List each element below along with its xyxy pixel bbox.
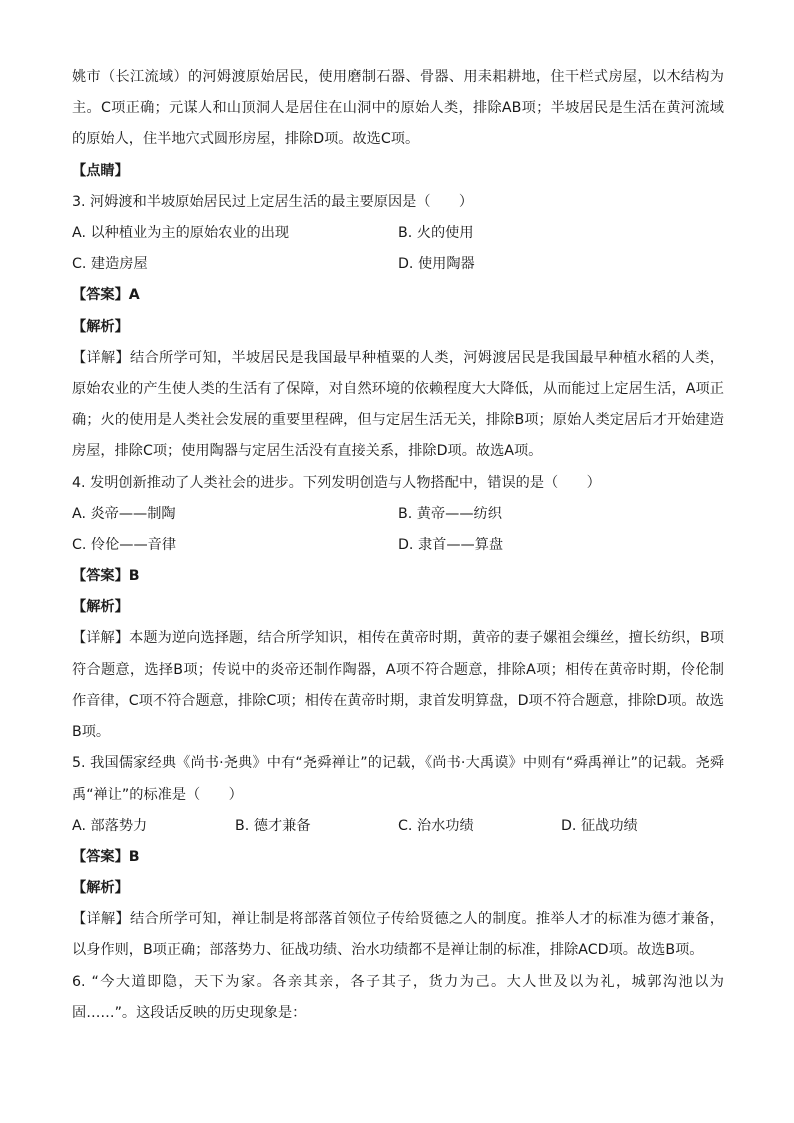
option-a: A. 以种植业为主的原始农业的出现 <box>72 224 290 241</box>
question-4-options-row-2 <box>72 530 724 561</box>
option-a: A. 炎帝——制陶 <box>72 505 176 522</box>
question-3-stem: 3. 河姆渡和半坡原始居民过上定居生活的最主要原因是（ ） <box>72 193 474 210</box>
question-3-options-row-1 <box>72 218 724 249</box>
option-a: A. 部落势力 <box>72 817 148 834</box>
document-page <box>72 62 724 1029</box>
option-d: D. 征战功绩 <box>561 817 638 834</box>
question-3-analysis-label: 【解析】 <box>72 318 129 335</box>
question-4-options-row-1 <box>72 499 724 530</box>
option-b: B. 黄帝——纺织 <box>398 505 502 522</box>
q2-explanation-continued: 姚市（长江流域）的河姆渡原始居民，使用磨制石器、骨器、用耒耜耕地，住干栏式房屋，以木结构为主。C项正确；元谋人和山顶洞人是居住在山洞中的原始人类，排除AB项；半坡居民是生活在黄河流域的原始人，住半地穴式圆形房屋，排除D项。故选C项。 <box>72 69 724 148</box>
question-3-answer: 【答案】A <box>72 287 140 304</box>
option-b: B. 火的使用 <box>398 224 474 241</box>
option-c: C. 治水功绩 <box>398 817 474 834</box>
question-4-explanation: 【详解】本题为逆向选择题，结合所学知识，相传在黄帝时期，黄帝的妻子嫘祖会缫丝，擅长纺织，B项符合题意，选择B项；传说中的炎帝还制作陶器，A项不符合题意，排除A项；相传在黄帝时期，伶伦制作音律，C项不符合题意，排除C项；相传在黄帝时期，隶首发明算盘，D项不符合题意，排除D项。故选B项。 <box>72 630 724 741</box>
option-c: C. 建造房屋 <box>72 256 148 273</box>
question-4-answer: 【答案】B <box>72 568 140 585</box>
option-b: B. 德才兼备 <box>235 817 311 834</box>
question-5-analysis-label: 【解析】 <box>72 880 129 897</box>
option-d: D. 使用陶器 <box>398 256 475 273</box>
question-5-explanation: 【详解】结合所学可知，禅让制是将部落首领位子传给贤德之人的制度。推举人才的标准为德才兼备，以身作则，B项正确；部落势力、征战功绩、治水功绩都不是禅让制的标准，排除ACD项。故选B项。 <box>72 911 724 959</box>
question-3-explanation: 【详解】结合所学可知，半坡居民是我国最早种植粟的人类，河姆渡居民是我国最早种植水稻的人类，原始农业的产生使人类的生活有了保障，对自然环境的依赖程度大大降低，从而能过上定居生活，A项正确；火的使用是人类社会发展的重要里程碑，但与定居生活无关，排除B项；原始人类定居后才开始建造房屋，排除C项；使用陶器与定居生活没有直接关系，排除D项。故选A项。 <box>72 349 724 460</box>
dianjing-label: 【点睛】 <box>72 162 129 179</box>
question-4-stem: 4. 发明创新推动了人类社会的进步。下列发明创造与人物搭配中，错误的是（ ） <box>72 474 601 491</box>
question-6-stem: 6. “今大道即隐，天下为家。各亲其亲，各子其子，货力为己。大人世及以为礼，城郭沟池以为固……”。这段话反映的历史现象是： <box>72 973 724 1021</box>
option-d: D. 隶首——算盘 <box>398 536 504 553</box>
question-5-answer: 【答案】B <box>72 848 140 865</box>
question-5-stem: 5. 我国儒家经典《尚书·尧典》中有“尧舜禅让”的记载，《尚书·大禹谟》中则有“舜禹禅让”的记载。尧舜禹“禅让”的标准是（ ） <box>72 755 724 803</box>
question-4-analysis-label: 【解析】 <box>72 599 129 616</box>
question-5-options <box>72 811 724 842</box>
question-3-options-row-2 <box>72 249 724 280</box>
option-c: C. 伶伦——音律 <box>72 536 177 553</box>
